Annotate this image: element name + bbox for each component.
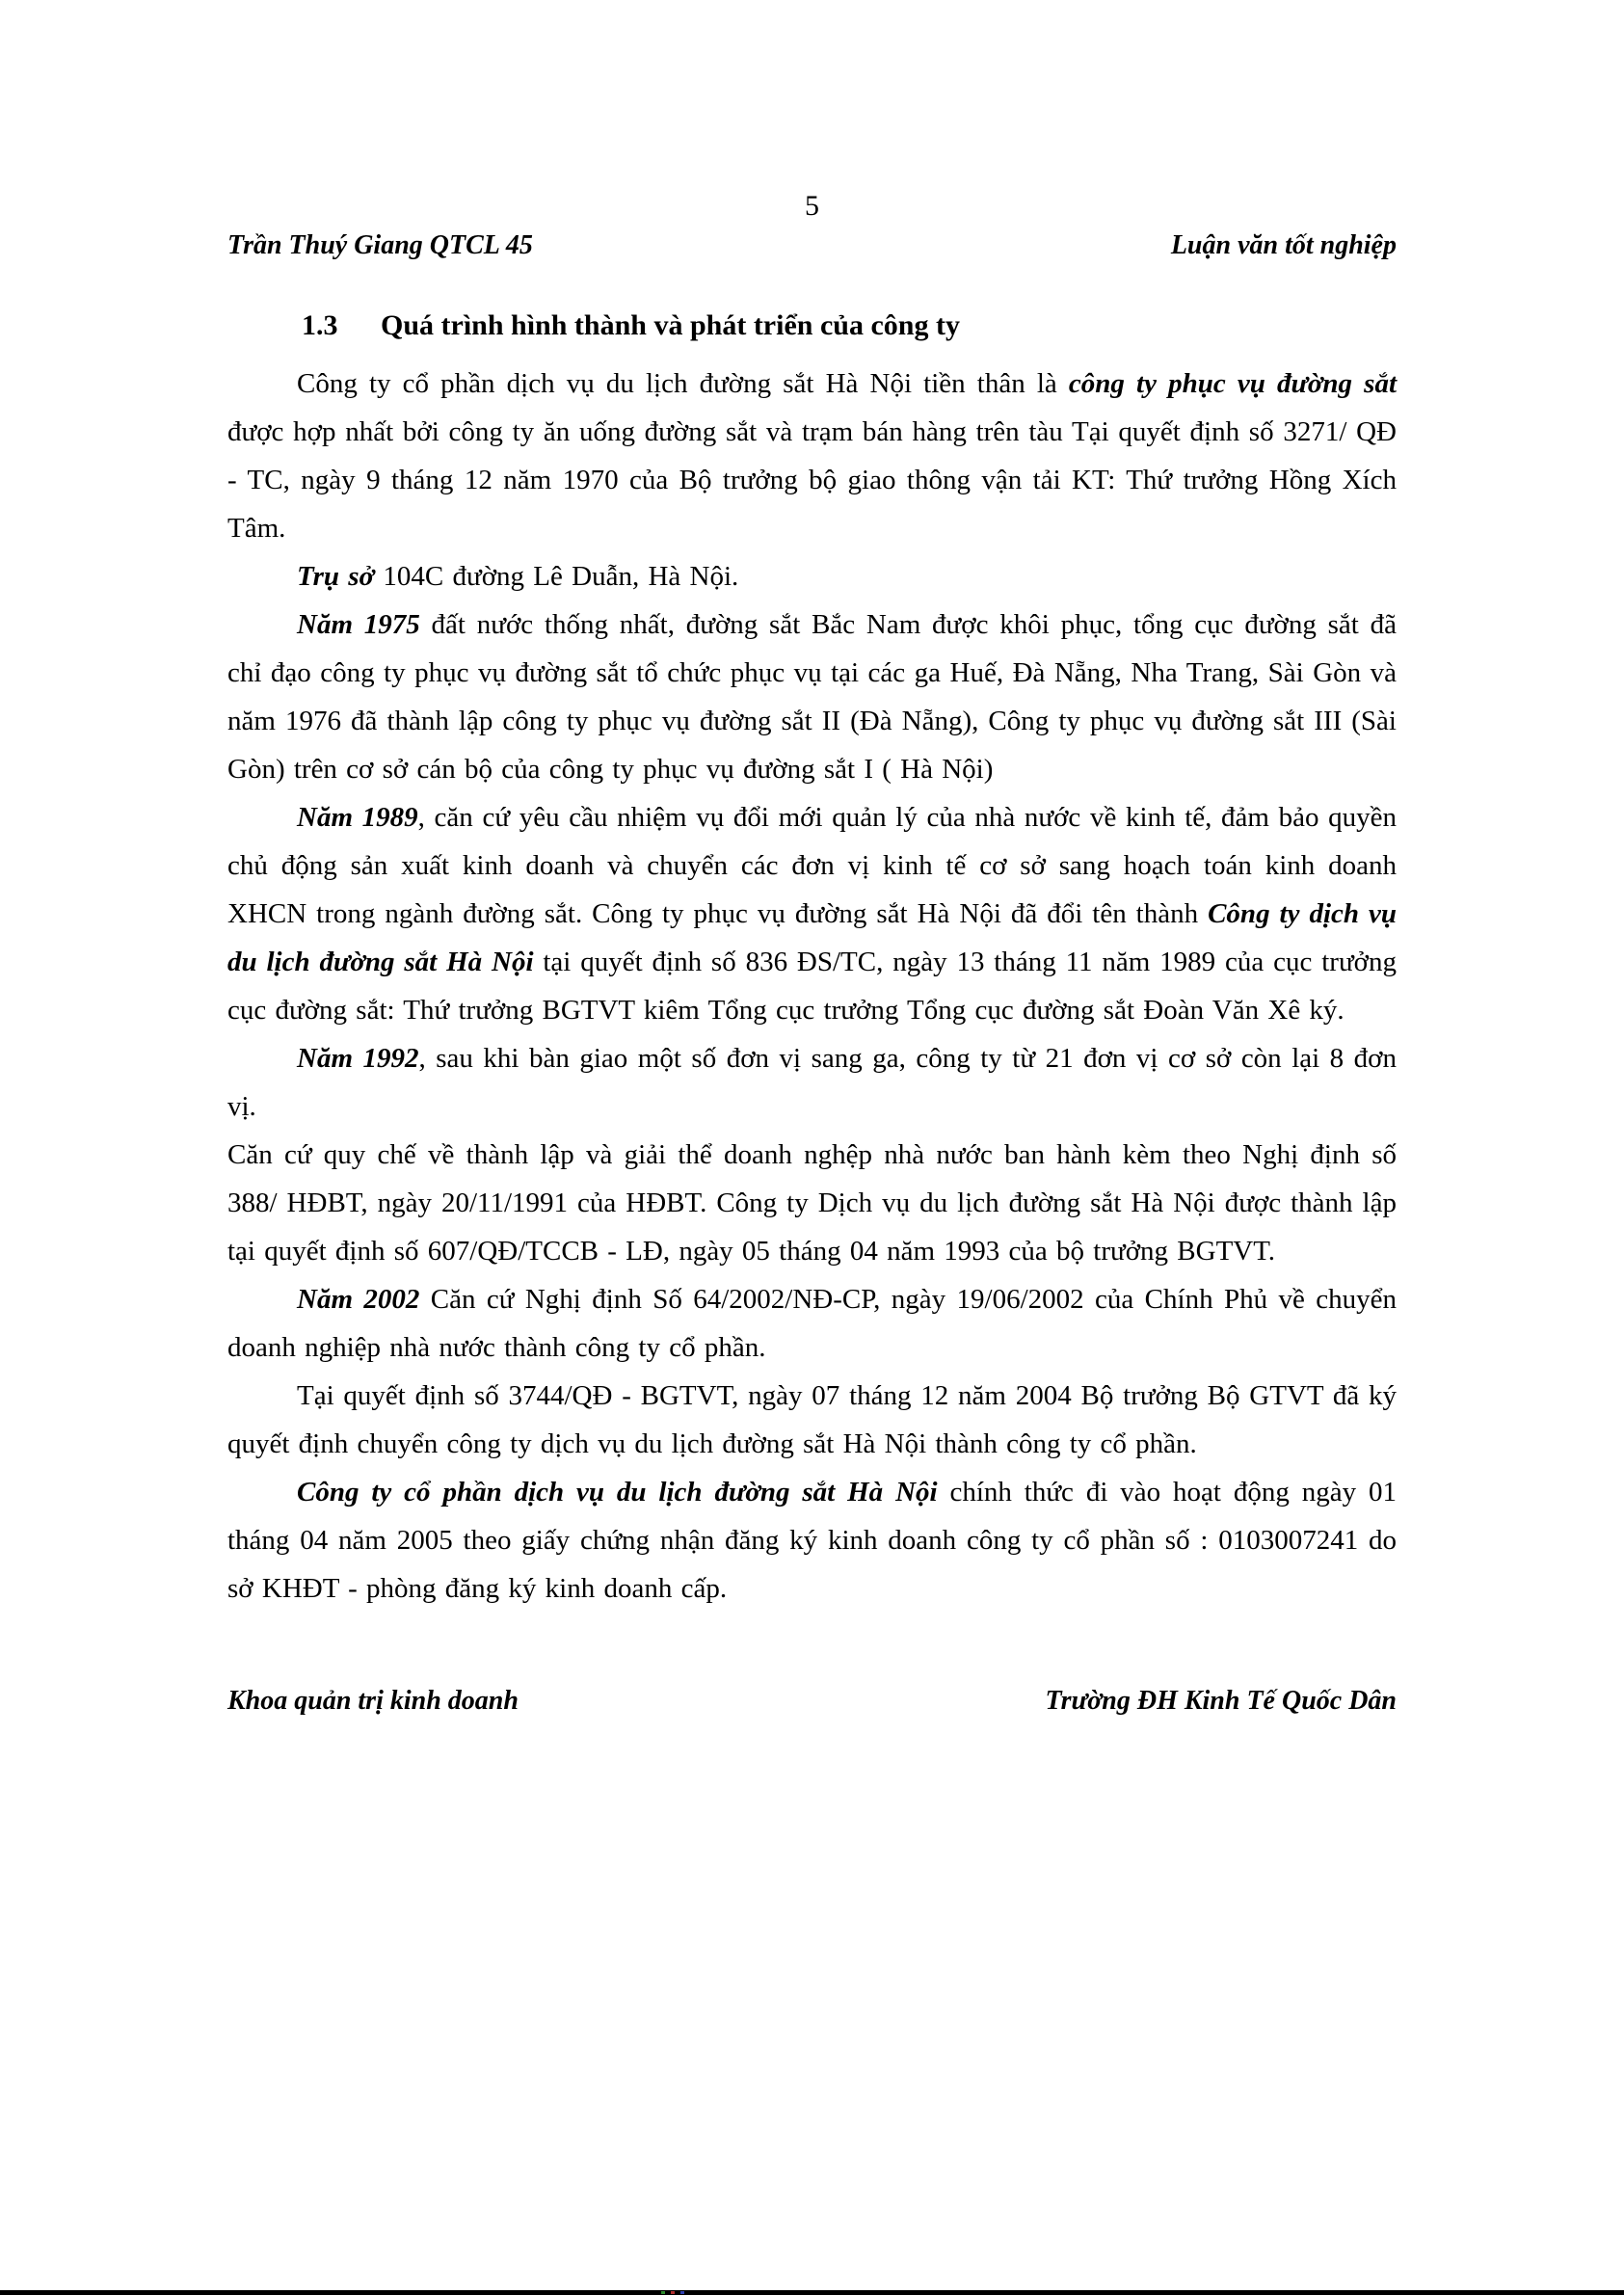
emphasis-run: Công ty dịch vụ du lịch đường sắt Hà Nội xyxy=(227,898,1397,977)
scan-artifact xyxy=(680,2291,684,2294)
paragraph xyxy=(227,360,1397,552)
emphasis-run: Năm 2002 xyxy=(297,1284,420,1315)
paragraph xyxy=(227,1468,1397,1613)
paragraph xyxy=(227,552,1397,600)
paragraph xyxy=(227,1372,1397,1468)
paragraph xyxy=(227,793,1397,1034)
paragraph xyxy=(227,1275,1397,1372)
emphasis-run: Năm 1989 xyxy=(297,802,418,833)
footer-university: Trường ĐH Kinh Tế Quốc Dân xyxy=(1045,1686,1397,1716)
page-footer xyxy=(227,1682,1397,1721)
text-run: Tại quyết định số 3744/QĐ - BGTVT, ngày 07 tháng 12 năm 2004 Bộ trưởng Bộ GTVT đã ký quyết định chuyển công ty dịch vụ du lịch đường sắt Hà Nội thành công ty cổ phần. xyxy=(227,1380,1397,1459)
text-run: Công ty cổ phần dịch vụ du lịch đường sắt Hà Nội tiền thân là xyxy=(297,368,1069,399)
text-run: chính thức đi vào hoạt động ngày 01 tháng 04 năm 2005 theo giấy chứng nhận đăng ký kinh doanh công ty cổ phần số : 0103007241 do sở KHĐT - phòng đăng ký kinh doanh cấp. xyxy=(227,1477,1397,1604)
scan-artifact xyxy=(671,2291,675,2294)
text-run: Căn cứ quy chế về thành lập và giải thể doanh nghệp nhà nước ban hành kèm theo Nghị định số 388/ HĐBT, ngày 20/11/1991 của HĐBT. Công ty Dịch vụ du lịch đường sắt Hà Nội được thành lập tại quyết định số 607/QĐ/TCCB - LĐ, ngày 05 tháng 04 năm 1993 của bộ trưởng BGTVT. xyxy=(227,1139,1397,1267)
emphasis-run: Trụ sở xyxy=(297,561,375,592)
page-header xyxy=(227,227,1397,265)
text-run: , căn cứ yêu cầu nhiệm vụ đổi mới quản lý của nhà nước về kinh tế, đảm bảo quyền chủ động sản xuất kinh doanh và chuyển các đơn vị kinh tế cơ sở sang hoạch toán kinh doanh XHCN trong ngành đường sắt. Công ty phục vụ đường sắt Hà Nội đã đổi tên thành xyxy=(227,802,1398,929)
section-heading xyxy=(227,306,1397,346)
emphasis-run: công ty phục vụ đường sắt xyxy=(1068,368,1398,399)
scan-artifact xyxy=(661,2291,665,2294)
header-document-title: Luận văn tốt nghiệp xyxy=(1170,230,1397,260)
paragraph xyxy=(227,1131,1397,1275)
section-title: Quá trình hình thành và phát triển của công ty xyxy=(381,309,960,341)
page-number: 5 xyxy=(805,190,819,222)
emphasis-run: Năm 1992 xyxy=(297,1043,419,1074)
paragraph xyxy=(227,1034,1397,1131)
emphasis-run: Công ty cổ phần dịch vụ du lịch đường sắt Hà Nội xyxy=(297,1477,938,1508)
text-run: Căn cứ Nghị định Số 64/2002/NĐ-CP, ngày 19/06/2002 của Chính Phủ về chuyển doanh nghiệp nhà nước thành công ty cổ phần. xyxy=(227,1284,1397,1363)
text-run: , sau khi bàn giao một số đơn vị sang ga, công ty từ 21 đơn vị cơ sở còn lại 8 đơn vị. xyxy=(227,1043,1398,1122)
text-run: 104C đường Lê Duẫn, Hà Nội. xyxy=(374,561,739,592)
section-number: 1.3 xyxy=(302,309,338,341)
footer-department: Khoa quản trị kinh doanh xyxy=(227,1686,519,1716)
paragraph xyxy=(227,600,1397,793)
text-run: đất nước thống nhất, đường sắt Bắc Nam được khôi phục, tổng cục đường sắt đã chỉ đạo công ty phục vụ đường sắt tổ chức phục vụ tại các ga Huế, Đà Nẵng, Nha Trang, Sài Gòn và năm 1976 đã thành lập công ty phục vụ đường sắt II (Đà Nẵng), Công ty phục vụ đường sắt III (Sài Gòn) trên cơ sở cán bộ của công ty phục vụ đường sắt I ( Hà Nội) xyxy=(227,609,1398,785)
text-run: được hợp nhất bởi công ty ăn uống đường sắt và trạm bán hàng trên tàu Tại quyết định số 3271/ QĐ - TC, ngày 9 tháng 12 năm 1970 của Bộ trưởng bộ giao thông vận tải KT: Thứ trưởng Hồng Xích Tâm. xyxy=(227,416,1397,544)
header-author: Trần Thuý Giang QTCL 45 xyxy=(227,230,533,260)
page-content xyxy=(227,188,1397,1721)
page-bottom-edge xyxy=(0,2290,1624,2295)
text-run: tại quyết định số 836 ĐS/TC, ngày 13 tháng 11 năm 1989 của cục trưởng cục đường sắt: Thứ trưởng BGTVT kiêm Tổng cục trưởng Tổng cục đường sắt Đoàn Văn Xê ký. xyxy=(227,947,1397,1026)
emphasis-run: Năm 1975 xyxy=(297,609,420,640)
